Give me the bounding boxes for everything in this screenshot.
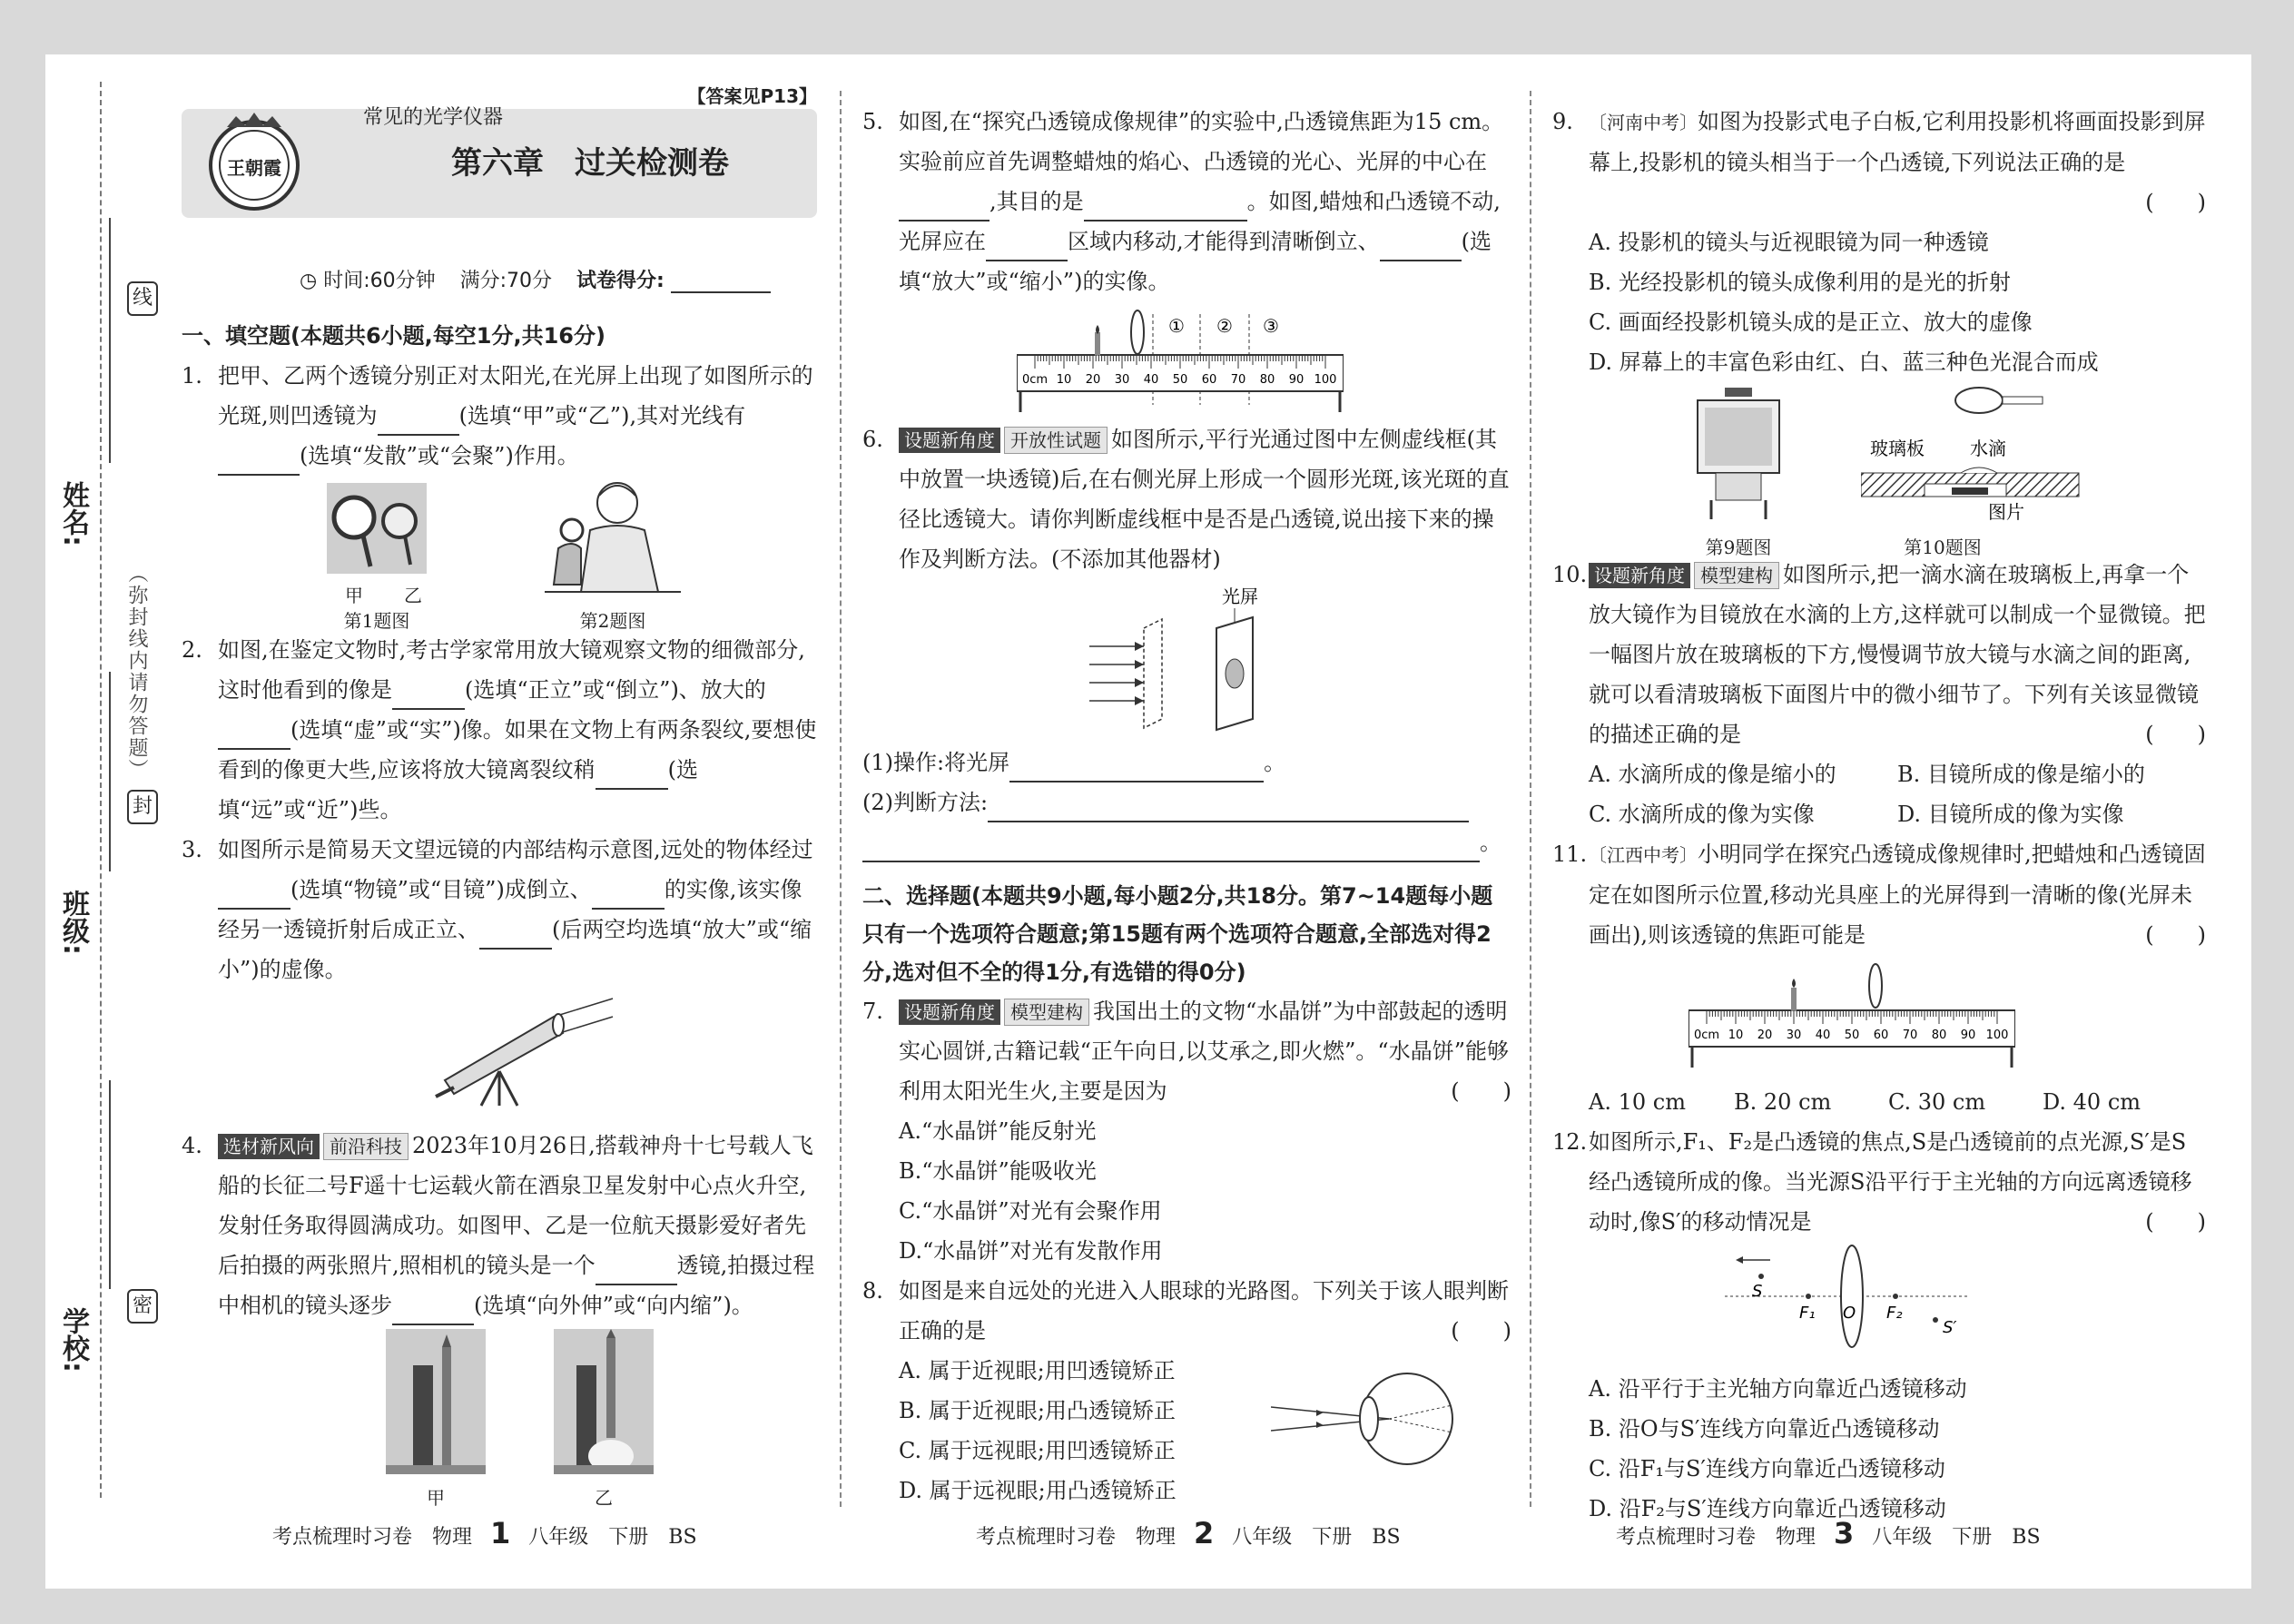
question-text: (后两空均选填“放大”或“缩小”)的虚像。	[218, 917, 812, 982]
page-number: 2	[1194, 1516, 1215, 1550]
question-number: 2.	[182, 637, 202, 663]
q12-option-a[interactable]: A. 沿平行于主光轴方向靠近凸透镜移动	[1589, 1376, 1967, 1402]
answer-blank[interactable]	[1084, 196, 1247, 221]
fig8-eye-diagram	[1271, 1369, 1471, 1469]
question-text: (选填“远”或“近”)些。	[218, 757, 699, 822]
q11-option-b[interactable]: B. 20 cm	[1734, 1089, 1832, 1115]
question-text: 透镜,拍摄过程中相机的镜头逐步	[218, 1253, 815, 1318]
tag-new-material: 选材新风向	[218, 1134, 320, 1159]
question-11	[1552, 834, 2206, 955]
q8-option-d[interactable]: D. 属于远视眼;用凸透镜矫正	[899, 1478, 1177, 1503]
question-number: 9.	[1552, 109, 1573, 134]
question-text: 区域内移动,才能得到清晰倒立、	[1068, 229, 1380, 254]
question-text: 2023年10月26日,搭载神舟十七号载人飞船的长征二号F遥十七运载火箭在酒泉卫星发射中心点火升空,发射任务取得圆满成功。如图甲、乙是一位航天摄影爱好者先后拍摄的两张照片,照相机的镜头是一个	[218, 1133, 813, 1278]
footer-grade: 八年级 下册 BS	[1872, 1526, 2041, 1549]
fig1-caption: 第1题图	[343, 610, 410, 632]
question-text: 我国出土的文物“水晶饼”为中部鼓起的透明实心圆饼,古籍记载“正午向日,以艾承之,即火燃”。“水晶饼”能够利用太阳光生火,主要是因为	[899, 999, 1509, 1104]
ruler-tick-label: 90	[1960, 1029, 1976, 1042]
q7-option-d[interactable]: D.“水晶饼”对光有发散作用	[899, 1238, 1163, 1264]
school-label: 学校:	[57, 1307, 89, 1373]
ruler-tick-label: 80	[1931, 1029, 1947, 1042]
q11-options	[1552, 1082, 2206, 1122]
region-2-label: ②	[1216, 315, 1233, 337]
column-1	[182, 316, 817, 1507]
question-10	[1552, 555, 2206, 754]
ruler-tick-label: 70	[1902, 1029, 1918, 1042]
q12-option-b[interactable]: B. 沿O与S′连线方向靠近凸透镜移动	[1589, 1416, 1940, 1442]
ruler-tick-label: 20	[1757, 1029, 1773, 1042]
footer-page-2	[976, 1516, 1401, 1550]
question-text: 如图,在鉴定文物时,考古学家常用放大镜观察文物的细微部分,这时他看到的像是	[218, 637, 805, 703]
ruler-tick-label: 30	[1786, 1029, 1802, 1042]
ruler-tick-label: 60	[1873, 1029, 1889, 1042]
q9-option-d[interactable]: D. 屏幕上的丰富色彩由红、白、蓝三种色光混合而成	[1589, 349, 2099, 375]
question-text: ,其目的是	[989, 189, 1084, 214]
question-6	[862, 419, 1511, 579]
answer-parenthesis[interactable]: ( )	[1451, 1078, 1511, 1104]
question-text: 如图所示,平行光通过图中左侧虚线框(其中放置一块透镜)后,在右侧光屏上形成一个圆形光斑,该光斑的直径比透镜大。请你判断虚线框中是否是凸透镜,说出接下来的操作及判断方法。(不添加其他器材)	[899, 427, 1510, 572]
tag-new-angle: 设题新角度	[1589, 563, 1690, 588]
label-o: O	[1843, 1304, 1856, 1323]
fig11-container	[1552, 955, 2206, 1082]
name-line	[109, 218, 111, 463]
question-12	[1552, 1122, 2206, 1242]
question-text: (选填“甲”或“乙”),其对光线有	[458, 403, 746, 428]
school-line	[109, 1080, 111, 1289]
column-separator-1	[840, 91, 842, 1507]
question-number: 3.	[182, 837, 202, 862]
answer-blank[interactable]	[899, 196, 989, 221]
q10-option-d[interactable]: D. 目镜所成的像为实像	[1897, 802, 2124, 827]
logo-text: 王朝霞	[227, 157, 281, 179]
seal-secret-mark: 密	[127, 1289, 158, 1324]
fig4-label-b: 乙	[595, 1487, 613, 1509]
fig4-photo-a	[386, 1329, 486, 1474]
q10-options-row1	[1552, 754, 2206, 794]
exam-meta	[300, 265, 771, 293]
fig10-picture-label: 图片	[1988, 501, 2024, 523]
name-label: 姓名:	[57, 481, 89, 546]
fig10-microscope	[1861, 382, 2097, 527]
answer-parenthesis[interactable]: ( )	[2145, 722, 2206, 747]
q6-operation: (1)操作:将光屏 。	[862, 743, 1511, 782]
q11-option-c[interactable]: C. 30 cm	[1888, 1089, 1986, 1115]
footer-page-3	[1616, 1516, 2041, 1550]
fig12-lens-diagram	[1725, 1242, 1979, 1369]
label-f2: F₂	[1886, 1304, 1903, 1323]
q11-option-a[interactable]: A. 10 cm	[1589, 1089, 1686, 1115]
question-5	[862, 102, 1511, 301]
question-text: (选填“向外伸”或“向内缩”)。	[474, 1293, 753, 1318]
q6-judge-line2: 。	[862, 822, 1511, 862]
column-2	[862, 102, 1511, 1511]
answer-blank[interactable]	[986, 236, 1068, 261]
fig11-optical-bench	[1689, 960, 2015, 1069]
footer-title: 考点梳理时习卷 物理	[976, 1526, 1177, 1549]
answer-blank[interactable]	[392, 1300, 474, 1325]
question-text: 。如图,蜡烛和凸透镜不动,光屏应在	[899, 189, 1501, 254]
fig9-whiteboard	[1689, 388, 1788, 524]
q8-option-a[interactable]: A. 属于近视眼;用凹透镜矫正	[899, 1358, 1176, 1383]
score-label: 试卷得分:	[576, 270, 665, 292]
ruler-tick-label: 80	[1259, 373, 1275, 387]
fig3-container	[182, 989, 817, 1126]
section-2-title: 二、选择题(本题共9小题,每小题2分,共18分。第7~14题每小题只有一个选项符合题意;第15题有两个选项符合题意,全部选对得2分,选对但不全的得1分,有选错的得0分)	[862, 883, 1493, 985]
question-number: 5.	[862, 109, 883, 134]
question-text: 如图,在“探究凸透镜成像规律”的实验中,凸透镜焦距为15 cm。实验前应首先调整蜡烛的焰心、凸透镜的光心、光屏的中心在	[899, 109, 1504, 174]
ruler-tick-label: 40	[1815, 1029, 1831, 1042]
question-2	[182, 630, 817, 830]
fig5-optical-bench	[1017, 305, 1344, 414]
column-3	[1552, 102, 2206, 1529]
judge-label: (2)判断方法:	[862, 790, 989, 815]
ruler-tick-label: 90	[1288, 373, 1305, 387]
footer-title: 考点梳理时习卷 物理	[1616, 1526, 1816, 1549]
question-8	[862, 1271, 1511, 1351]
question-number: 7.	[862, 999, 883, 1024]
tag-open-question: 开放性试题	[1004, 427, 1108, 454]
ruler-tick-label: 10	[1056, 373, 1072, 387]
section-1-title: 一、填空题(本题共6小题,每空1分,共16分)	[182, 323, 605, 349]
fig10-drop-label: 水滴	[1970, 438, 2006, 459]
label-f1: F₁	[1799, 1304, 1816, 1323]
answer-blank[interactable]	[596, 1260, 677, 1285]
question-text: (选填“物镜”或“目镜”)成倒立、	[290, 877, 592, 902]
answer-blank[interactable]	[378, 410, 459, 436]
q9-option-a[interactable]: A. 投影机的镜头与近视眼镜为同一种透镜	[1589, 230, 1989, 255]
fig6-screen-label: 光屏	[1222, 586, 1258, 607]
fig1-lenses	[327, 483, 427, 574]
question-text: 如图所示,把一滴水滴在玻璃板上,再拿一个放大镜作为目镜放在水滴的上方,这样就可以制成一个显微镜。把一幅图片放在玻璃板的下方,慢慢调节放大镜与水滴之间的距离,就可以看清玻璃板下面图片中的微小细节了。下列有关该显微镜的描述正确的是	[1589, 562, 2206, 747]
fig5-container	[862, 301, 1511, 419]
q10-options-row2	[1552, 794, 2206, 834]
q9-option-b[interactable]: B. 光经投影机的镜头成像利用的是光的折射	[1589, 270, 2011, 295]
seal-note: （弥封线内请勿答题）	[123, 563, 151, 781]
fig9-caption: 第9题图	[1705, 536, 1772, 558]
column-separator-2	[1530, 91, 1531, 1507]
answer-blank[interactable]	[862, 837, 1480, 862]
fig4-photo-b	[554, 1329, 654, 1474]
q8-option-c[interactable]: C. 属于远视眼;用凹透镜矫正	[899, 1438, 1176, 1463]
tag-model-building: 模型建构	[1004, 999, 1089, 1026]
q8-option-b[interactable]: B. 属于近视眼;用凸透镜矫正	[899, 1398, 1176, 1423]
question-4	[182, 1126, 817, 1325]
question-text: 小明同学在探究凸透镜成像规律时,把蜡烛和凸透镜固定在如图所示位置,移动光具座上的光屏得到一清晰的像(光屏未画出),则该透镜的焦距可能是	[1589, 842, 2206, 948]
label-s-prime: S′	[1943, 1318, 1957, 1337]
page-title: 第六章 过关检测卷	[451, 145, 729, 182]
header	[182, 82, 817, 227]
q8-options	[862, 1351, 1511, 1511]
question-text: (选填“正立”或“倒立”)、放大的	[465, 677, 766, 703]
fig4-label-a: 甲	[427, 1487, 445, 1509]
question-text: 如图所示是简易天文望远镜的内部结构示意图,远处的物体经过	[218, 837, 813, 862]
fig2-caption: 第2题图	[579, 610, 646, 632]
q10-option-b[interactable]: B. 目镜所成的像是缩小的	[1897, 762, 2145, 787]
question-number: 12.	[1552, 1129, 1588, 1155]
ruler-tick-label: 30	[1114, 373, 1130, 387]
question-text: 如图是来自远处的光进入人眼球的光路图。下列关于该人眼判断正确的是	[899, 1278, 1509, 1343]
q9-option-c[interactable]: C. 画面经投影机镜头成的是正立、放大的虚像	[1589, 310, 2033, 335]
region-1-label: ①	[1168, 315, 1185, 337]
question-3	[182, 830, 817, 989]
fig6-diagram	[1089, 583, 1307, 737]
question-text: 如图所示,F₁、F₂是凸透镜的焦点,S是凸透镜前的点光源,S′是S经凸透镜所成的像。当光源S沿平行于主光轴的方向远离透镜移动时,像S′的移动情况是	[1589, 1129, 2192, 1235]
binding-dashed-line	[100, 82, 102, 1498]
page-number: 3	[1834, 1516, 1855, 1550]
q12-option-d[interactable]: D. 沿F₂与S′连线方向靠近凸透镜移动	[1589, 1496, 1946, 1521]
header-subtitle: 常见的光学仪器	[363, 106, 504, 129]
ruler-tick-label: 70	[1230, 373, 1246, 387]
question-number: 1.	[182, 363, 202, 389]
q12-option-c[interactable]: C. 沿F₁与S′连线方向靠近凸透镜移动	[1589, 1456, 1945, 1481]
class-label: 班级:	[57, 890, 89, 955]
q6-judge	[862, 782, 1511, 822]
seal-seal-mark: 封	[127, 790, 158, 824]
question-text: (选填“放大”或“缩小”)的实像。	[899, 229, 1492, 294]
question-number: 6.	[862, 427, 883, 452]
fig10-glass-label: 玻璃板	[1870, 438, 1925, 459]
fig3-telescope	[418, 989, 617, 1107]
ruler-tick-label: 10	[1728, 1029, 1744, 1042]
question-number: 10.	[1552, 562, 1588, 587]
question-number: 4.	[182, 1133, 202, 1158]
question-9	[1552, 102, 2206, 182]
answer-parenthesis[interactable]: ( )	[1451, 1318, 1511, 1343]
footer-grade: 八年级 下册 BS	[1232, 1526, 1401, 1549]
ruler-tick-label: 20	[1085, 373, 1101, 387]
tag-new-angle: 设题新角度	[899, 428, 1000, 453]
question-text: 如图为投影式电子白板,它利用投影机将画面投影到屏幕上,投影机的镜头相当于一个凸透镜,下列说法正确的是	[1589, 109, 2206, 175]
source-tag: 〔河南中考〕	[1589, 112, 1698, 133]
ruler-tick-label: 100	[1985, 1029, 2009, 1042]
answer-parenthesis[interactable]: ( )	[2145, 190, 2206, 215]
answer-blank[interactable]	[479, 924, 552, 950]
question-text: (选填“虚”或“实”)像。如果在文物上有两条裂纹,要想使看到的像更大些,应该将放大镜离裂纹稍	[218, 717, 817, 782]
question-1	[182, 356, 817, 476]
answer-blank[interactable]	[1380, 236, 1462, 261]
answer-blank[interactable]	[218, 450, 300, 476]
fig6-container	[862, 579, 1511, 743]
answer-blank[interactable]	[596, 764, 668, 790]
full-score: 满分:70分	[459, 270, 553, 292]
footer-grade: 八年级 下册 BS	[528, 1526, 697, 1549]
q10-option-a[interactable]: A. 水滴所成的像是缩小的	[1589, 762, 1836, 787]
ruler-tick-label: 50	[1172, 373, 1188, 387]
fig1-label-b: 乙	[404, 585, 422, 606]
question-number: 8.	[862, 1278, 883, 1304]
q11-option-d[interactable]: D. 40 cm	[2043, 1089, 2141, 1115]
footer-title: 考点梳理时习卷 物理	[272, 1526, 473, 1549]
answer-parenthesis[interactable]: ( )	[2145, 1209, 2206, 1235]
class-line	[109, 672, 111, 871]
answer-blank[interactable]	[988, 797, 1469, 822]
fig12-container	[1552, 1242, 2206, 1369]
region-3-label: ③	[1263, 315, 1279, 337]
ruler-tick-label: 40	[1143, 373, 1159, 387]
tag-frontier-tech: 前沿科技	[323, 1133, 409, 1160]
answer-blank[interactable]	[392, 684, 465, 710]
label-s: S	[1752, 1282, 1763, 1301]
question-text: (选填“发散”或“会聚”)作用。	[300, 443, 579, 468]
q7-option-b[interactable]: B.“水晶饼”能吸收光	[899, 1158, 1097, 1184]
answer-blank[interactable]	[218, 884, 290, 910]
answer-blank[interactable]	[218, 724, 290, 750]
answer-blank[interactable]	[1009, 757, 1264, 782]
question-number: 11.	[1552, 842, 1588, 867]
publisher-logo	[200, 109, 309, 218]
q10-option-c[interactable]: C. 水滴所成的像为实像	[1589, 802, 1815, 827]
time-limit: 时间:60分钟	[323, 270, 436, 292]
ruler-tick-label: 0cm	[1021, 373, 1049, 387]
fig1-label-a: 甲	[345, 585, 363, 606]
fig4-photos	[182, 1325, 817, 1507]
q7-option-c[interactable]: C.“水晶饼”对光有会聚作用	[899, 1198, 1162, 1224]
answer-parenthesis[interactable]: ( )	[2145, 922, 2206, 948]
seal-line-mark: 线	[127, 281, 158, 316]
tag-new-angle: 设题新角度	[899, 999, 1000, 1025]
ruler-tick-label: 0cm	[1693, 1029, 1720, 1042]
tag-model-building: 模型建构	[1694, 562, 1779, 589]
score-blank[interactable]	[671, 268, 771, 293]
figures-1-2	[182, 476, 817, 630]
page-number: 1	[490, 1516, 511, 1550]
answer-blank[interactable]	[592, 884, 665, 910]
fig9-10-container	[1552, 382, 2206, 558]
q7-option-a[interactable]: A.“水晶饼”能反射光	[899, 1118, 1097, 1144]
fig2-archaeologist	[545, 476, 681, 594]
fig10-caption: 第10题图	[1904, 536, 1982, 558]
ruler-tick-label: 60	[1201, 373, 1217, 387]
question-7	[862, 991, 1511, 1111]
question-text: 的实像,该实像经另一透镜折射后成正立、	[218, 877, 802, 942]
question-text: 把甲、乙两个透镜分别正对太阳光,在光屏上出现了如图所示的光斑,则凹透镜为	[218, 363, 813, 428]
operation-label: (1)操作:将光屏	[862, 750, 1010, 775]
source-tag: 〔江西中考〕	[1589, 844, 1698, 866]
clock-icon: ◷	[300, 270, 318, 292]
ruler-tick-label: 100	[1314, 373, 1337, 387]
answer-reference: 【答案见P13】	[687, 85, 817, 107]
ruler-tick-label: 50	[1844, 1029, 1860, 1042]
footer-page-1	[272, 1516, 697, 1550]
